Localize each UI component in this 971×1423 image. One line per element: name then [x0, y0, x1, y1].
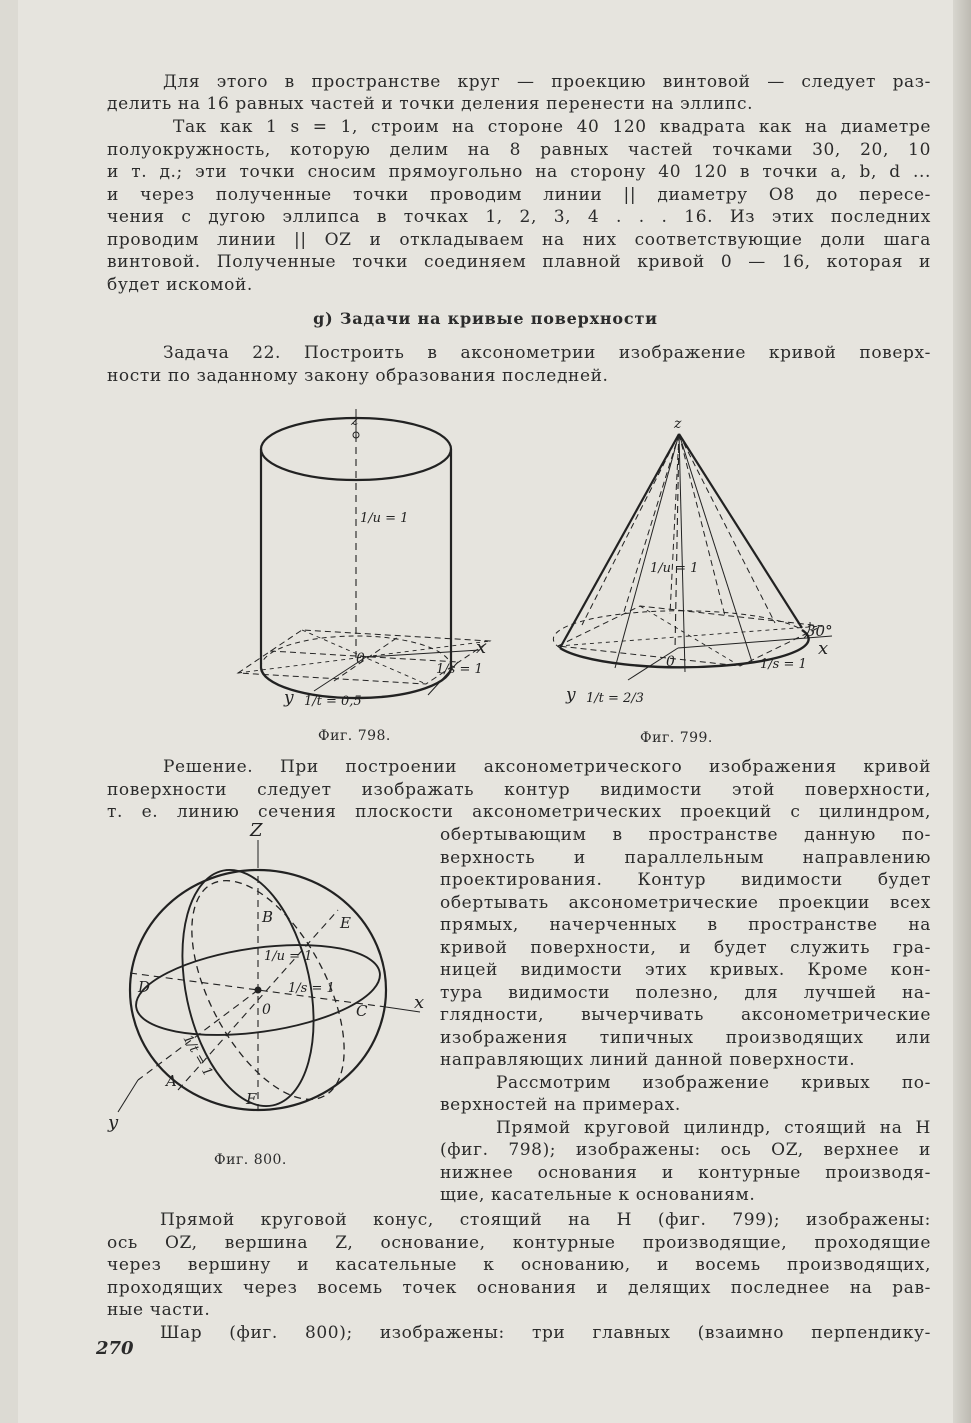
section-heading: g) Задачи на кривые поверхности	[313, 309, 658, 328]
axis-label-x: x	[414, 992, 425, 1013]
book-spine-shadow	[953, 0, 971, 1423]
text-line: поверхности следует изображать контур видимости этой поверхности,	[107, 780, 931, 800]
figure-800-sphere	[100, 820, 440, 1150]
text-line: ось OZ, вершина Z, основание, контурные производящие, проходящие	[107, 1233, 931, 1253]
text-line: проектирования. Контур видимости будет	[440, 870, 931, 890]
point-label-d: D	[138, 978, 151, 996]
point-label-f: F	[246, 1090, 257, 1108]
text-line: проходящих через восемь точек основания и делящих последнее на рав-	[107, 1278, 931, 1298]
axis-label-y: y	[108, 1112, 119, 1133]
figure-798-cylinder	[240, 405, 510, 725]
text-line: щие, касательные к основаниям.	[440, 1185, 756, 1205]
ratio-label-u: 1/u = 1	[264, 949, 313, 964]
text-line: чения с дугою эллипса в точках 1, 2, 3, 4 . . . 16. Из этих последних	[107, 207, 931, 227]
text-line: Для этого в пространстве круг — проекцию винтовой — следует раз-	[163, 72, 931, 92]
ratio-label-t: 1/t = 2/3	[586, 691, 644, 706]
ratio-label-s: 1/s = 1	[288, 981, 335, 996]
page-number: 270	[96, 1338, 134, 1359]
text-line: нижнее основания и контурные производя-	[440, 1163, 931, 1183]
origin-label: 0	[356, 651, 365, 667]
text-line: обертывающим в пространстве данную по-	[440, 825, 931, 845]
text-line: полуокружность, которую делим на 8 равных частей точками 30, 20, 10	[107, 140, 931, 160]
text-line: и т. д.; эти точки сносим прямоугольно на сторону 40 120 в точки a, b, d ...	[107, 162, 931, 182]
text-line: т. е. линию сечения плоскости аксонометрических проекций с цилиндром,	[107, 802, 931, 822]
figure-caption-800: Фиг. 800.	[214, 1152, 287, 1168]
text-line: ницей видимости этих кривых. Кроме кон-	[440, 960, 931, 980]
text-line: направляющих линий данной поверхности.	[440, 1050, 856, 1070]
text-line: Так как 1 s = 1, строим на стороне 40 120 квадрата как на диаметре	[173, 117, 931, 137]
ratio-label-t: 1/t = 1	[179, 1032, 216, 1080]
text-line: винтовой. Полученные точки соединяем плавной кривой 0 — 16, которая и	[107, 252, 931, 272]
origin-label: 0	[666, 654, 675, 670]
text-line: и через полученные точки проводим линии || диаметру O8 до пересе-	[107, 185, 931, 205]
text-line: глядности, вычерчивать аксонометрические	[440, 1005, 931, 1025]
point-label-b: B	[262, 908, 274, 926]
text-line: Прямой круговой цилиндр, стоящий на H	[496, 1118, 931, 1138]
text-line: изображения типичных производящих или	[440, 1028, 931, 1048]
point-label-a: A	[166, 1072, 177, 1090]
ratio-label-s: 1/s = 1	[436, 662, 483, 677]
figure-799-cone	[520, 410, 850, 720]
text-line: будет искомой.	[107, 275, 253, 295]
text-line: Рассмотрим изображение кривых по-	[496, 1073, 931, 1093]
text-line: Решение. При построении аксонометрического изображения кривой	[163, 757, 931, 777]
axis-label-y: y	[566, 685, 576, 705]
axis-label-x: x	[476, 637, 487, 658]
axis-label-z: Z	[250, 820, 263, 841]
angle-label: 30°	[806, 622, 833, 640]
text-line: через вершину и касательные к основанию, и восемь производящих,	[107, 1255, 931, 1275]
axis-label-y: y	[284, 688, 294, 708]
point-label-c: C	[356, 1002, 368, 1020]
origin-label: 0	[262, 1002, 271, 1018]
point-label-e: E	[340, 914, 351, 932]
axis-label-x: x	[818, 638, 829, 659]
figure-caption-799: Фиг. 799.	[640, 730, 713, 746]
text-line: обертывать аксонометрические проекции всех	[440, 893, 931, 913]
figure-caption-798: Фиг. 798.	[318, 728, 391, 744]
text-line: Шар (фиг. 800); изображены: три главных (взаимно перпендику-	[160, 1323, 931, 1343]
ratio-label-s: 1/s = 1	[760, 657, 807, 672]
text-line: Задача 22. Построить в аксонометрии изображение кривой поверх-	[163, 343, 931, 363]
text-line: тура видимости полезно, для лучшей на-	[440, 983, 931, 1003]
text-line: ные части.	[107, 1300, 211, 1320]
ratio-label-u: 1/u = 1	[360, 511, 409, 526]
axis-label-z: z	[351, 413, 359, 429]
ratio-label-u: 1/u = 1	[650, 561, 699, 576]
text-line: ности по заданному закону образования последней.	[107, 366, 609, 386]
text-line: проводим линии || OZ и откладываем на них соответствующие доли шага	[107, 230, 931, 250]
axis-label-z: z	[674, 416, 682, 432]
text-line: делить на 16 равных частей и точки деления перенести на эллипс.	[107, 94, 754, 114]
text-line: кривой поверхности, и будет служить гра-	[440, 938, 931, 958]
text-line: верхность и параллельным направлению	[440, 848, 931, 868]
ratio-label-t: 1/t = 0,5	[304, 694, 362, 709]
text-line: прямых, начерченных в пространстве на	[440, 915, 931, 935]
text-line: Прямой круговой конус, стоящий на H (фиг. 799); изображены:	[160, 1210, 931, 1230]
text-line: (фиг. 798); изображены: ось OZ, верхнее и	[440, 1140, 931, 1160]
text-line: верхностей на примерах.	[440, 1095, 681, 1115]
